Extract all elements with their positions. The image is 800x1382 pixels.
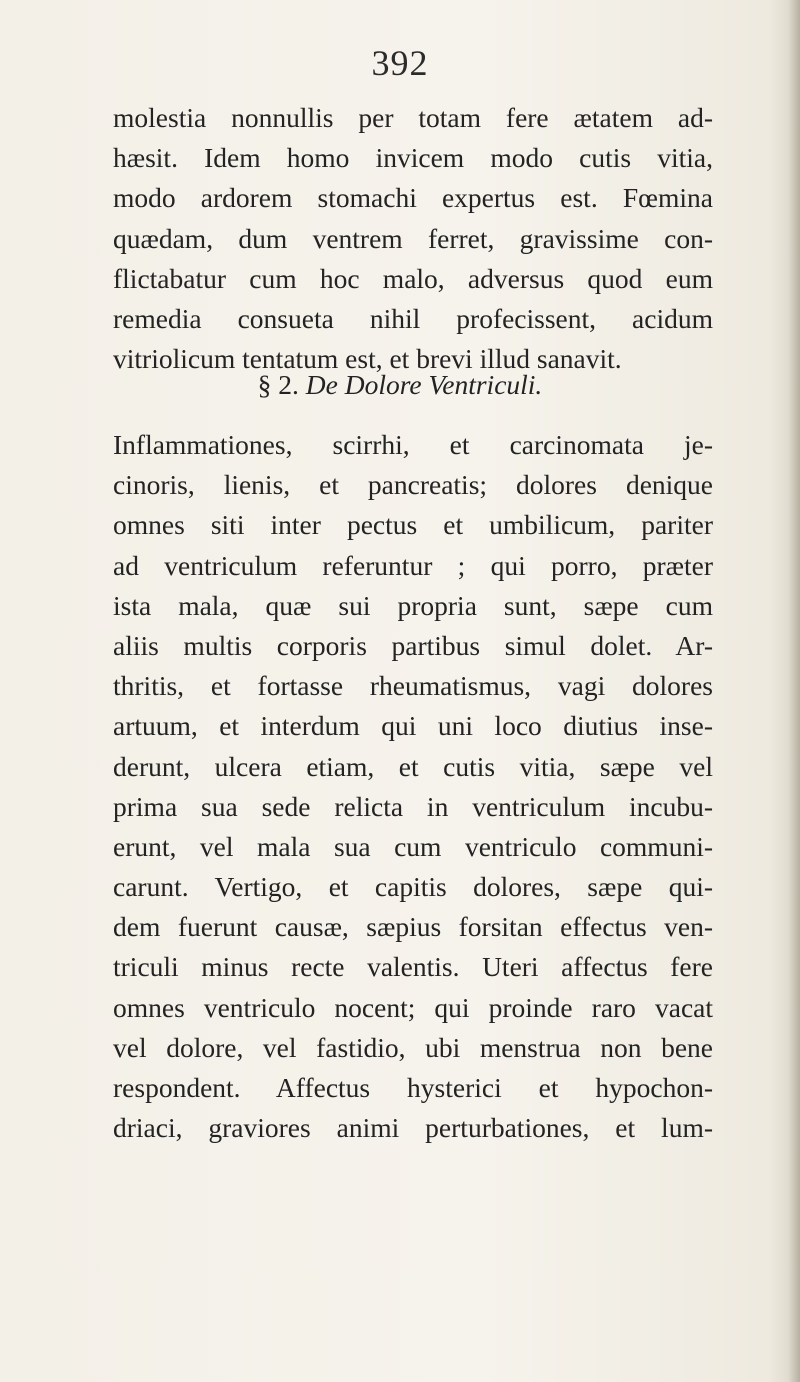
page-edge-shadow bbox=[788, 0, 800, 1382]
text-line: molestia nonnullis per totam fere ætatem ad- bbox=[113, 102, 713, 133]
text-line: carunt. Vertigo, et capitis dolores, sæpe qui- bbox=[113, 871, 713, 903]
text-line: vitriolicum tentatum est, et brevi illud sanavit. bbox=[113, 343, 622, 375]
text-line: Inflammationes, scirrhi, et carcinomata je- bbox=[113, 429, 713, 460]
paragraph-main bbox=[113, 425, 713, 1148]
section-heading bbox=[0, 365, 800, 405]
text-line: dem fuerunt causæ, sæpius forsitan effectus ven- bbox=[113, 911, 713, 943]
text-line: modo ardorem stomachi expertus est. Fœmina bbox=[113, 182, 713, 214]
text-line: respondent. Affectus hysterici et hypochon- bbox=[113, 1072, 713, 1103]
text-line: cinoris, lienis, et pancreatis; dolores denique bbox=[113, 469, 713, 501]
text-line: vel dolore, vel fastidio, ubi menstrua non bene bbox=[113, 1031, 713, 1063]
paragraph-continuation bbox=[113, 98, 713, 379]
text-line: prima sua sede relicta in ventriculum incubu- bbox=[113, 790, 713, 822]
text-line: remedia consueta nihil profecissent, acidum bbox=[113, 302, 713, 334]
text-line: quædam, dum ventrem ferret, gravissime con- bbox=[113, 222, 713, 254]
text-line: thritis, et fortasse rheumatismus, vagi dolores bbox=[113, 670, 713, 702]
section-mark: § 2. bbox=[257, 369, 299, 400]
text-line: omnes ventriculo nocent; qui proinde raro vacat bbox=[113, 991, 713, 1023]
text-line: aliis multis corporis partibus simul dolet. Ar- bbox=[113, 629, 713, 661]
text-line: driaci, graviores animi perturbationes, et lum- bbox=[113, 1112, 713, 1144]
text-line: artuum, et interdum qui uni loco diutius inse- bbox=[113, 710, 713, 742]
text-line: ista mala, quæ sui propria sunt, sæpe cum bbox=[113, 589, 713, 621]
text-line: derunt, ulcera etiam, et cutis vitia, sæpe vel bbox=[113, 750, 713, 782]
text-line: ad ventriculum referuntur ; qui porro, præter bbox=[113, 549, 713, 581]
text-line: triculi minus recte valentis. Uteri affectus fere bbox=[113, 951, 713, 983]
page-number: 392 bbox=[371, 43, 429, 83]
text-line: hæsit. Idem homo invicem modo cutis vitia, bbox=[113, 142, 713, 174]
text-line: flictabatur cum hoc malo, adversus quod eum bbox=[113, 262, 713, 294]
text-line: erunt, vel mala sua cum ventriculo communi- bbox=[113, 830, 713, 862]
text-line: omnes siti inter pectus et umbilicum, pariter bbox=[113, 509, 713, 541]
section-title: De Dolore Ventriculi. bbox=[305, 369, 543, 400]
